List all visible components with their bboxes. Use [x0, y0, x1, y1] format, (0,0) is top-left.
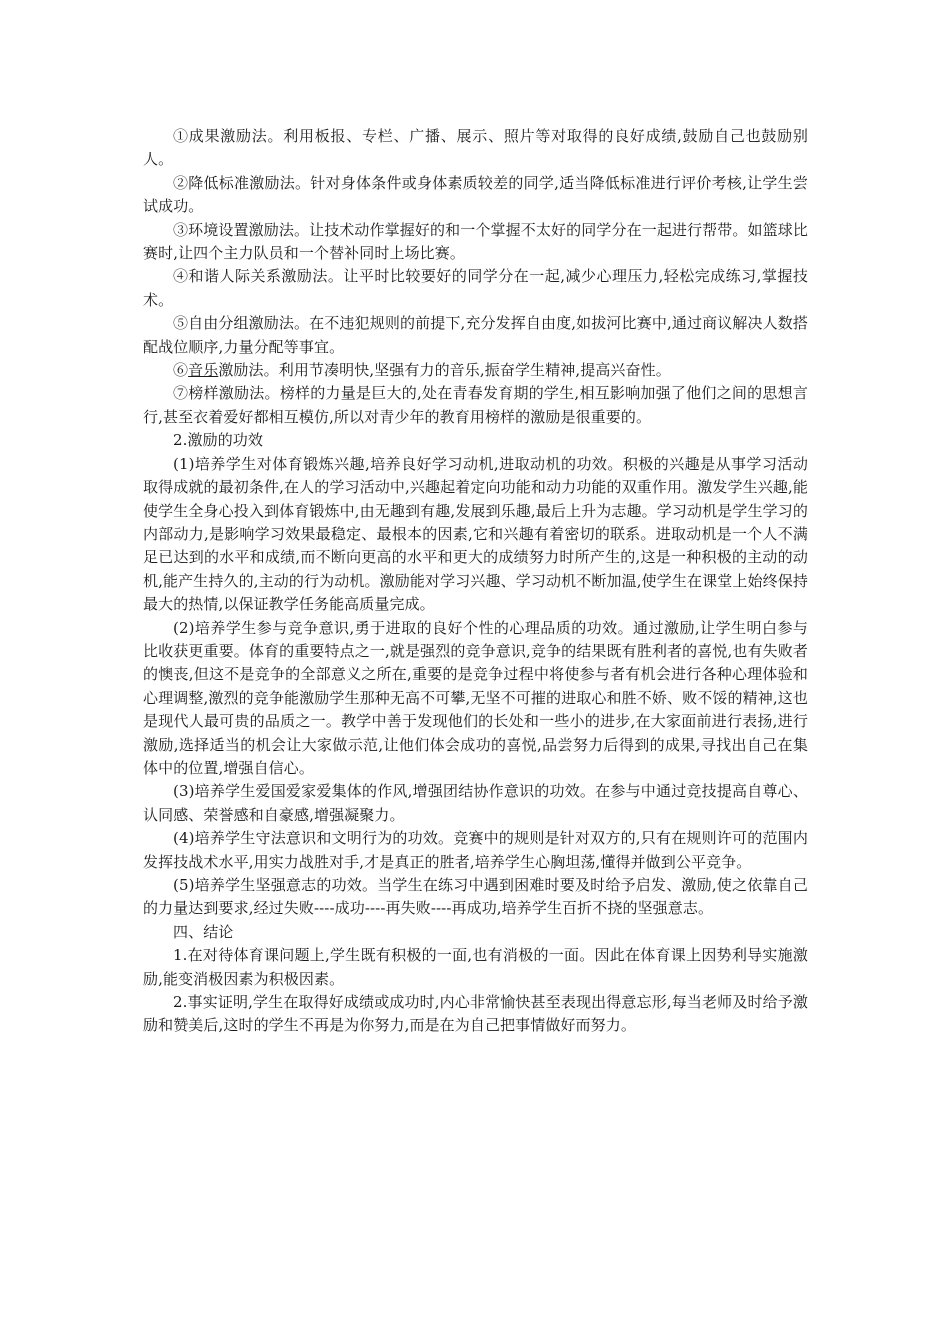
paragraph-music-motivation — [143, 359, 808, 382]
paragraph-effect-competition: (2)培养学生参与竞争意识,勇于进取的良好个性的心理品质的功效。通过激励,让学生明白参与比收获更重要。体育的重要特点之一,就是强烈的竞争意识,竞争的结果既有胜利者的喜悦,也有失败者的懊丧,但这不是竞争的全部意义之所在,重要的是竞争过程中将使参与者有机会进行各种心理体验和心理调整,激烈的竞争能激励学生那种无高不可攀,无坚不可摧的进取心和胜不娇、败不馁的精神,这也是现代人最可贵的品质之一。教学中善于发现他们的长处和一些小的进步,在大家面前进行表扬,进行激励,选择适当的机会让大家做示范,让他们体会成功的喜悦,品尝努力后得到的成果,寻找出自己在集体中的位置,增强自信心。 — [143, 618, 808, 777]
paragraph-conclusion-2: 2.事实证明,学生在取得好成绩或成功时,内心非常愉快甚至表现出得意忘形,每当老师及时给予激励和赞美后,这时的学生不再是为你努力,而是在为自己把事情做好而努力。 — [143, 993, 808, 1035]
paragraph-effect-law: (4)培养学生守法意识和文明行为的功效。竞赛中的规则是针对双方的,只有在规则许可的范围内发挥技战术水平,用实力战胜对手,才是真正的胜者,培养学生心胸坦荡,懂得并做到公平竞争。 — [143, 829, 808, 871]
music-item-text: 激励法。利用节凑明快,坚强有力的音乐,振奋学生精神,提高兴奋性。 — [218, 361, 671, 380]
paragraph-effect-collective: (3)培养学生爱国爱家爱集体的作风,增强团结协作意识的功效。在参与中通过竞技提高自尊心、认同感、荣誉感和自豪感,增强凝聚力。 — [143, 782, 808, 824]
paragraph-relationship-motivation: ④和谐人际关系激励法。让平时比较要好的同学分在一起,减少心理压力,轻松完成练习,掌握技术。 — [143, 267, 808, 309]
document-page — [143, 125, 808, 1038]
paragraph-free-grouping-motivation: ⑤自由分组激励法。在不违犯规则的前提下,充分发挥自由度,如拔河比赛中,通过商议解决人数搭配战位顺序,力量分配等事宜。 — [143, 314, 808, 356]
music-link[interactable]: 音乐 — [188, 361, 219, 380]
paragraph-lower-standard-motivation: ②降低标准激励法。针对身体条件或身体素质较差的同学,适当降低标准进行评价考核,让学生尝试成功。 — [143, 173, 808, 216]
section-heading-effects: 2.激励的功效 — [173, 431, 264, 450]
music-item-number: ⑥ — [173, 361, 189, 380]
paragraph-environment-motivation: ③环境设置激励法。让技术动作掌握好的和一个掌握不太好的同学分在一起进行帮带。如篮球比赛时,让四个主力队员和一个替补同时上场比赛。 — [143, 220, 808, 263]
paragraph-effect-interest: (1)培养学生对体育锻炼兴趣,培养良好学习动机,进取动机的功效。积极的兴趣是从事学习活动取得成就的最初条件,在人的学习活动中,兴趣起着定向功能和动力功能的双重作用。激发学生兴趣,能使学生全身心投入到体育锻炼中,由无趣到有趣,发展到乐趣,最后上升为志趣。学习动机是学生学习的内部动力,是影响学习效果最稳定、最根本的因素,它和兴趣有着密切的联系。进取动机是一个人不满足已达到的水平和成绩,而不断向更高的水平和更大的成绩努力时所产生的,这是一种积极的主动的动机,能产生持久的,主动的行为动机。激励能对学习兴趣、学习动机不断加温,使学生在课堂上始终保持最大的热情,以保证教学任务能高质量完成。 — [143, 454, 808, 614]
paragraph-conclusion-1: 1.在对待体育课问题上,学生既有积极的一面,也有消极的一面。因此在体育课上因势利导实施激励,能变消极因素为积极因素。 — [143, 946, 808, 988]
paragraph-effect-will: (5)培养学生坚强意志的功效。当学生在练习中遇到困难时要及时给予启发、激励,使之依靠自己的力量达到要求,经过失败----成功----再失败----再成功,培养学生百折不挠的坚强意志。 — [143, 876, 808, 918]
paragraph-achievement-motivation: ①成果激励法。利用板报、专栏、广播、展示、照片等对取得的良好成绩,鼓励自己也鼓励别人。 — [143, 127, 808, 169]
section-heading-conclusion: 四、结论 — [173, 922, 234, 941]
paragraph-role-model-motivation: ⑦榜样激励法。榜样的力量是巨大的,处在青春发育期的学生,相互影响加强了他们之间的思想言行,甚至衣着爱好都相互模仿,所以对青少年的教育用榜样的激励是很重要的。 — [143, 384, 808, 426]
